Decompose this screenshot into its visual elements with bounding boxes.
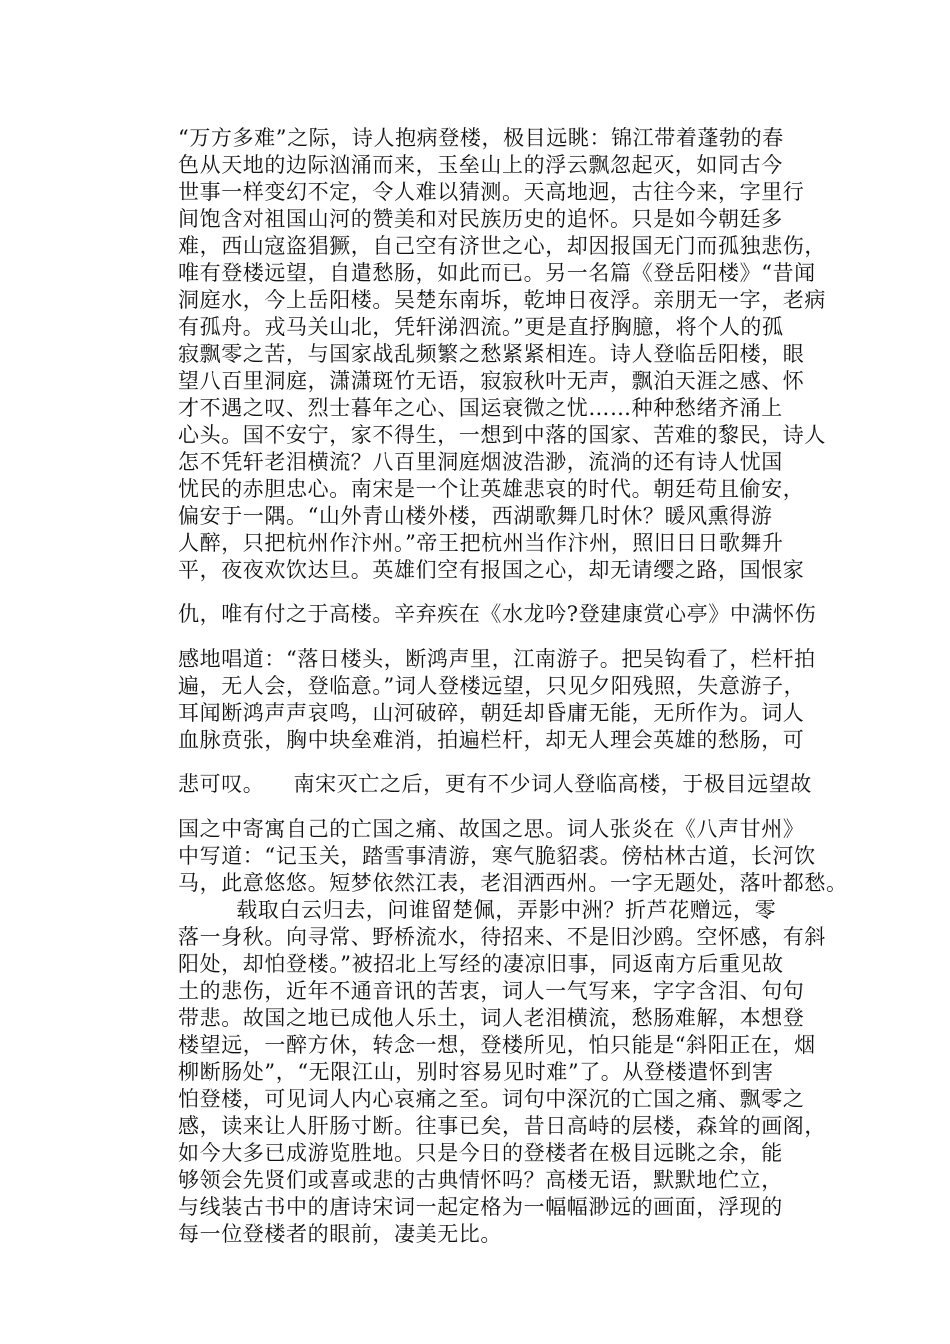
text-line: 心头。国不安宁，家不得生，一想到中落的国家、苦难的黎民，诗人 (178, 423, 826, 447)
text-line: 难，西山寇盗猖獗，自己空有济世之心，却因报国无门而孤独悲伤， (178, 234, 826, 258)
text-line: 感，读来让人肝肠寸断。往事已矣，昔日高峙的层楼，森耸的画阁， (178, 1114, 826, 1138)
text-line: 寂飘零之苦，与国家战乱频繁之愁紧紧相连。诗人登临岳阳楼，眼 (178, 342, 805, 366)
text-line: 忧民的赤胆忠心。南宋是一个让英雄悲哀的时代。朝廷苟且偷安， (178, 477, 805, 501)
text-line: 够领会先贤们或喜或悲的古典情怀吗？高楼无语，默默地伫立， (178, 1168, 783, 1192)
text-line: 遍，无人会，登临意。”词人登楼远望，只见夕阳残照，失意游子， (178, 674, 806, 698)
text-line: 载取白云归去，问谁留楚佩，弄影中洲？折芦花赠远，零 (178, 898, 777, 922)
text-line: 才不遇之叹、烈士暮年之心、国运衰微之忧……种种愁绪齐涌上 (178, 396, 783, 420)
text-line: 土的悲伤，近年不通音讯的苦衷，词人一气写来，字字含泪、句句 (178, 979, 805, 1003)
text-line: 怕登楼，可见词人内心哀痛之至。词句中深沉的亡国之痛、飘零之 (178, 1087, 805, 1111)
text-line: 柳断肠处”，“无限江山，别时容易见时难”了。从登楼遣怀到害 (178, 1060, 774, 1084)
text-line: 色从天地的边际汹涌而来，玉垒山上的浮云飘忽起灭，如同古今 (178, 153, 783, 177)
text-line: 平，夜夜欢饮达旦。英雄们空有报国之心，却无请缨之路，国恨家 (178, 558, 805, 582)
text-line: 感地唱道：“落日楼头，断鸿声里，江南游子。把吴钩看了，栏杆拍 (178, 647, 816, 671)
text-line: 落一身秋。向寻常、野桥流水，待招来、不是旧沙鸥。空怀感，有斜 (178, 925, 826, 949)
text-line: 怎不凭轩老泪横流？八百里洞庭烟波浩渺，流淌的还有诗人忧国 (178, 450, 783, 474)
text-line: 耳闻断鸿声声哀鸣，山河破碎，朝廷却昏庸无能，无所作为。词人 (178, 701, 805, 725)
text-line: 与线装古书中的唐诗宋词一起定格为一幅幅渺远的画面，浮现的 (178, 1195, 783, 1219)
text-line: 带悲。故国之地已成他人乐土，词人老泪横流，愁肠难解，本想登 (178, 1006, 805, 1030)
text-line: 中写道：“记玉关，踏雪事清游，寒气脆貂裘。傍枯林古道，长河饮 (178, 844, 816, 868)
text-line: “万方多难”之际，诗人抱病登楼，极目远眺：锦江带着蓬勃的春 (178, 126, 784, 150)
text-line: 有孤舟。戎马关山北，凭轩涕泗流。”更是直抒胸臆，将个人的孤 (178, 315, 784, 339)
text-line: 间饱含对祖国山河的赞美和对民族历史的追怀。只是如今朝廷多 (178, 207, 783, 231)
text-line: 阳处，却怕登楼。”被招北上写经的凄凉旧事，同返南方后重见故 (178, 952, 784, 976)
text-line: 仇，唯有付之于高楼。辛弃疾在《水龙吟?登建康赏心亭》中满怀伤 (178, 602, 817, 626)
text-line: 悲可叹。 南宋灭亡之后，更有不少词人登临高楼，于极目远望故 (178, 772, 812, 796)
text-line: 世事一样变幻不定，令人难以猜测。天高地迥，古往今来，字里行 (178, 180, 805, 204)
text-line: 楼望远，一醉方休，转念一想，登楼所见，怕只能是“斜阳正在，烟 (178, 1033, 816, 1057)
text-line: 望八百里洞庭，潇潇斑竹无语，寂寂秋叶无声，飘泊天涯之感、怀 (178, 369, 805, 393)
text-line: 血脉贲张，胸中块垒难消，拍遍栏杆，却无人理会英雄的愁肠，可 (178, 728, 805, 752)
text-line: 唯有登楼远望，自遣愁肠，如此而已。另一名篇《登岳阳楼》“昔闻 (178, 261, 816, 285)
text-line: 马，此意悠悠。短梦依然江表，老泪洒西州。一字无题处，落叶都愁。 (178, 871, 848, 895)
text-line: 国之中寄寓自己的亡国之痛、故国之思。词人张炎在《八声甘州》 (178, 817, 805, 841)
text-line: 偏安于一隅。“山外青山楼外楼，西湖歌舞几时休？暖风熏得游 (178, 504, 773, 528)
text-line: 洞庭水，今上岳阳楼。吴楚东南坼，乾坤日夜浮。亲朋无一字，老病 (178, 288, 826, 312)
text-line: 每一位登楼者的眼前，凄美无比。 (178, 1222, 502, 1246)
text-line: 人醉，只把杭州作汴州。”帝王把杭州当作汴州，照旧日日歌舞升 (178, 531, 784, 555)
text-line: 如今大多已成游览胜地。只是今日的登楼者在极目远眺之余，能 (178, 1141, 783, 1165)
